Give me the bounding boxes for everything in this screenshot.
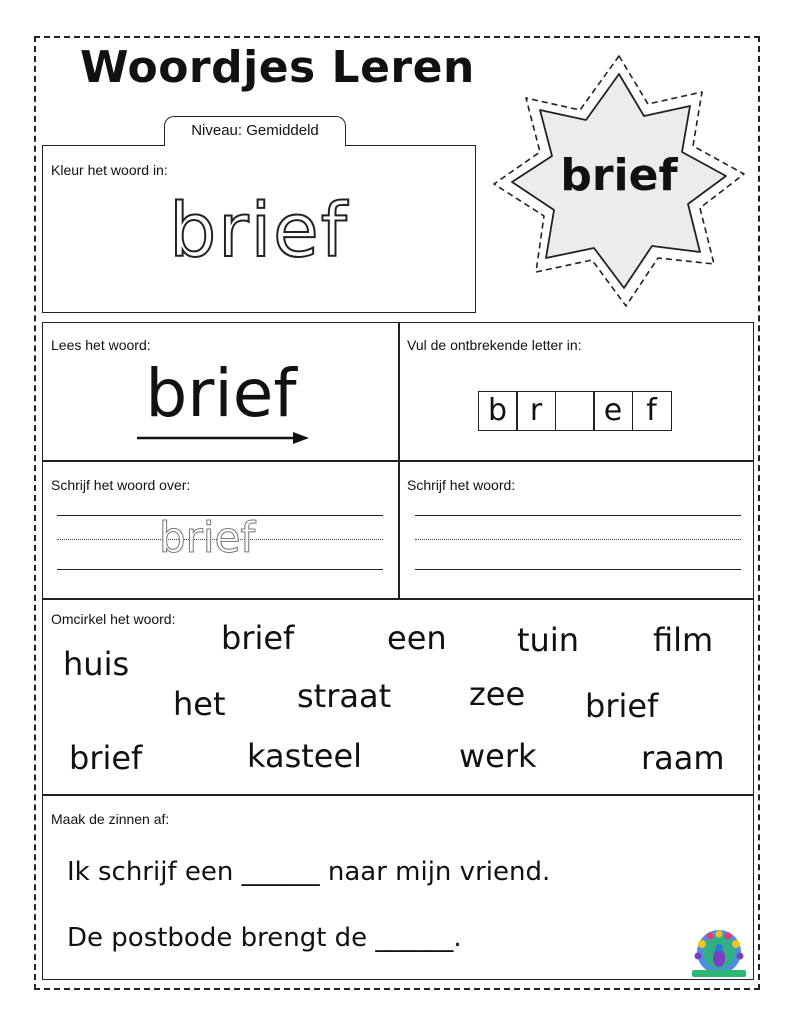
writing-line-mid [415,539,741,540]
writing-line-base [57,569,383,570]
circle-word[interactable]: brief [585,687,659,725]
circle-word[interactable]: het [173,685,226,723]
sentences-label: Maak de zinnen af: [51,811,170,827]
arrow-right-icon [135,431,311,445]
circle-label: Omcirkel het woord: [51,611,176,627]
trace-word[interactable]: brief [159,513,256,562]
write-label: Schrijf het woord: [407,477,516,493]
color-in-label: Kleur het woord in: [51,162,168,178]
letter-cell: f [632,391,672,431]
sentences-box [42,794,754,980]
circle-word[interactable]: een [387,619,447,657]
page-title: Woordjes Leren [80,42,475,93]
letter-cell: e [593,391,633,431]
letter-boxes [479,391,672,431]
sentence-line[interactable]: De postbode brengt de ______. [67,923,462,953]
write-box [398,460,754,600]
missing-letter-label: Vul de ontbrekende letter in: [407,337,582,353]
circle-word[interactable]: straat [297,677,392,715]
writing-line-top[interactable] [415,515,741,516]
letter-cell: b [478,391,518,431]
star-word: brief [560,150,678,201]
writing-line-base[interactable] [415,569,741,570]
circle-word[interactable]: raam [641,739,725,777]
read-label: Lees het woord: [51,337,151,353]
peacock-logo-icon [688,928,750,978]
missing-letter-box [398,322,754,462]
letter-cell: r [516,391,556,431]
read-box [42,322,400,462]
circle-word[interactable]: film [653,621,714,659]
circle-word[interactable]: huis [63,645,130,683]
color-in-box [42,145,476,313]
read-word: brief [145,355,297,432]
outline-word[interactable]: brief [169,188,349,274]
level-tab: Niveau: Gemiddeld [164,116,346,146]
peacock-feathers [695,930,744,974]
circle-box [42,598,754,796]
circle-word[interactable]: werk [459,737,537,775]
sentence-line[interactable]: Ik schrijf een ______ naar mijn vriend. [67,857,551,887]
circle-word[interactable]: tuin [517,621,579,659]
circle-word[interactable]: brief [221,619,295,657]
trace-box [42,460,400,600]
circle-word[interactable]: kasteel [247,737,363,775]
trace-label: Schrijf het woord over: [51,477,191,493]
letter-cell-blank[interactable] [555,391,595,431]
circle-word[interactable]: zee [469,675,526,713]
circle-word[interactable]: brief [69,739,143,777]
